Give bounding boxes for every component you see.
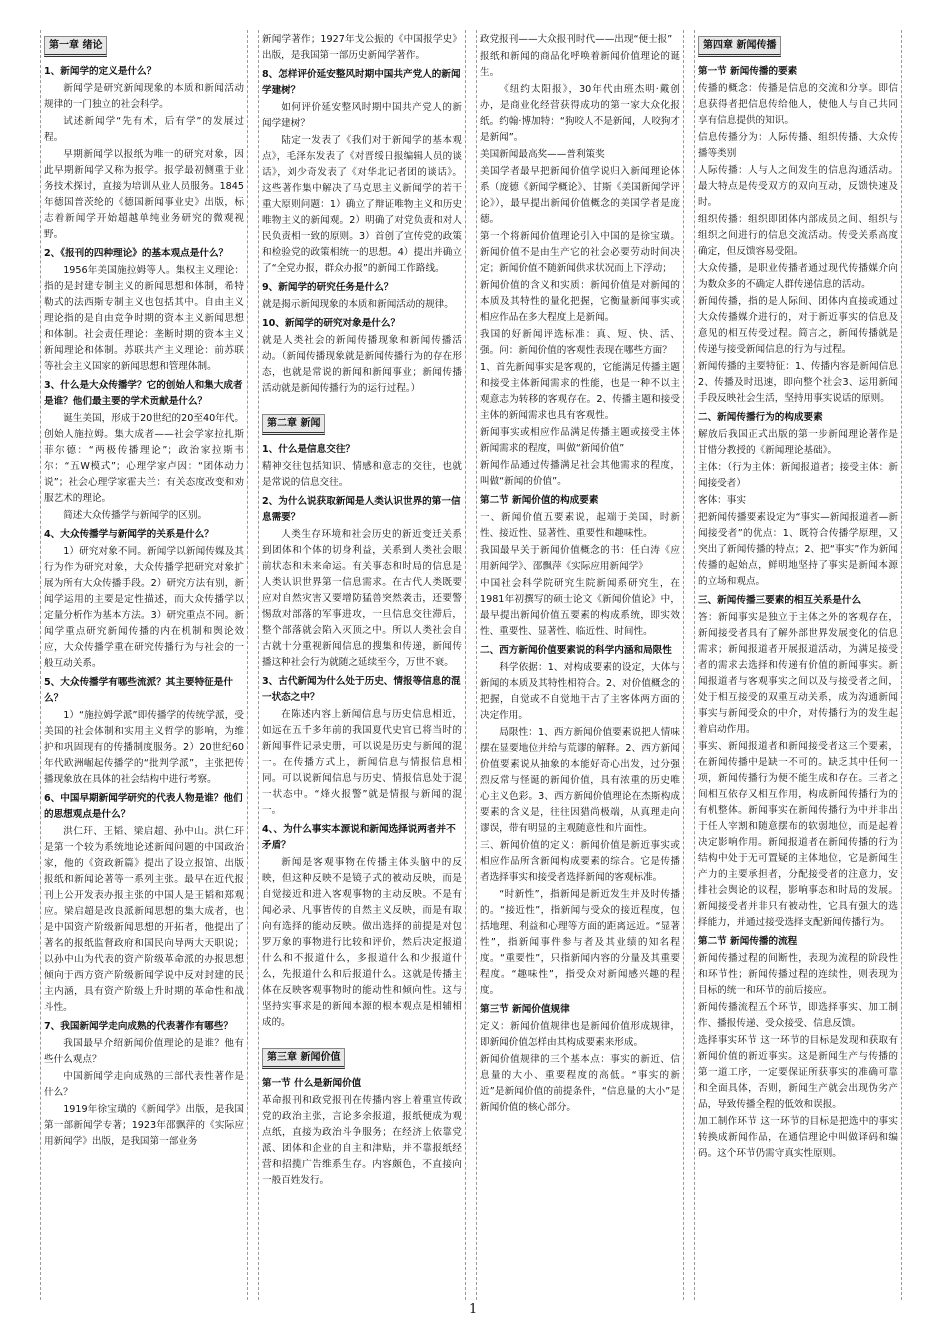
section-heading: 第三节 新闻价值规律 [480, 1004, 570, 1015]
chapter-heading: 第一章 绪论 [44, 36, 107, 57]
question-heading: 1、什么是信息交往？ [262, 444, 356, 455]
paragraph: 洪仁玕、王韬、梁启超、孙中山。洪仁玕是第一个较为系统地论述新闻问题的中国政治家，他的《资政新篇》提出了设立报馆、出版报纸和新闻论著等一系列主张。最早在近代报刊上公开发表办报主张的中国人是王韬和郑观应。梁启超是改良派新闻思想的集大成者，也是中国资产阶级新闻思想的开拓者，他提出了著名的报纸监督政府和国民向导两大天职说；以孙中山为代表的资产阶级革命派的办报思想倾向于西方资产阶级新闻学说中反对封建的民主内涵，具有资产阶级上升时期的革命性和战斗性。 [44, 826, 244, 1013]
paragraph: 中国新闻学走向成熟的三部代表性著作是什么？ [44, 1071, 244, 1098]
question-heading: 二、新闻传播行为的构成要素 [698, 412, 823, 423]
paragraph: 人类生存环境和社会历史的新近变迁关系到团体和个体的切身利益，关系到人类社会眼前状态和未来命运。有关事态和时局的信息是人类认识世界第一信息需求。在古代人类既要应对自然灾害又要增防猛兽突然袭击，还要警惕敌对部落的军事进攻，一旦信息交往滞后，整个部落就会陷入灭顶之中。所以人类社会自古就十分重视新闻信息的搜集和传递，新闻传播这种社会行为就随之延续至今，万世不衰。 [262, 529, 462, 668]
chapter-heading: 第四章 新闻传播 [698, 36, 781, 57]
paragraph: 新闻是客观事物在传播主体头脑中的反映，但这种反映不是镜子式的被动反映，而是自觉接近和进入客观事物的主动反映。不是有闻必录、凡事皆传的自然主义反映，而是有取向有选择的能动反映。做出选择的前提是对包罗万象的事物进行比较和评价，然后决定报道什么和不报道什么，多报道什么和少报道什么，先报道什么和后报道什么。这就是传播主体在反映客观事物时的能动性和倾向性。这与坚持实事求是的新闻本源的根本观点是相辅相成的。 [262, 857, 462, 1028]
paragraph: 精神交往包括知识、情感和意志的交往，也就是常说的信息交往。 [262, 461, 462, 488]
paragraph: 美国学者最早把新闻价值学说归入新闻理论体系（庞德《新闻学概论》、甘斯《美国新闻学评论》），最早提出新闻价值概念的美国学者是庞德。 [480, 166, 680, 225]
paragraph: 新闻价值规律的三个基本点：事实的新近、信息量的大小、重要程度的高低。“事实的新近”是新闻价值的前提条件，“信息量的大小”是新闻价值的核心部分。 [480, 1054, 680, 1113]
question-heading: 8、怎样评价延安整风时期中国共产党人的新闻学建树？ [262, 69, 461, 96]
paragraph: 1956年美国施拉姆等人。集权主义理论：指的是封建专制主义的新闻思想和体制，希特勒式的法西斯专制主义也包括其中。自由主义理论指的是自由竞争时期的资本主义新闻思想和体制。社会责任理论：垄断时期的资本主义新闻理论和体制。苏联共产主义理论：前苏联等社会主义国家的新闻思想和管理体制。 [44, 265, 244, 372]
question-heading: 1、新闻学的定义是什么？ [44, 66, 157, 77]
question-heading: 二、西方新闻价值要素说的科学内涵和局限性 [480, 645, 672, 656]
question-heading: 2、为什么说获取新闻是人类认识世界的第一信息需要？ [262, 496, 461, 523]
paragraph: 把新闻传播要素设定为“事实—新闻报道者—新闻接受者”的优点：1、既符合传播学原理，又突出了新闻传播的特点；2、把“事实”作为新闻传播的起始点，鲜明地坚持了事实是新闻本源的立场和观点。 [698, 512, 898, 587]
paragraph: 新闻事实或相应作品满足传播主题或接受主体新闻需求的程度，叫做“新闻价值” [480, 427, 680, 454]
paragraph: 早期新闻学以报纸为唯一的研究对象，因此早期新闻学又称为报学。报学最初侧重于业务技术探讨，直接为培训从业人员服务。1845年德国普茨纶的《德国新闻事业史》出版，标志着新闻学开始超越单纯业务研究的微观视野。 [44, 149, 244, 240]
chapter-heading: 第三章 新闻价值 [262, 1048, 345, 1069]
question-heading: 9、新闻学的研究任务是什么？ [262, 282, 394, 293]
question-heading: 7、我国新闻学走向成熟的代表著作有哪些？ [44, 1021, 233, 1032]
paragraph: 《纽约太阳报》，30年代由班杰明·戴创办，是商业化经营获得成功的第一家大众化报纸。约翰·博加特：“狗咬人不是新闻，人咬狗才是新闻”。 [480, 84, 680, 143]
paragraph: 陆定一发表了《我们对于新闻学的基本观点》，毛泽东发表了《对晋绥日报编辑人员的谈话》，刘少奇发表了《对华北记者团的谈话》。这些著作集中解决了马克思主义新闻学的若干重大原则问题：1）确立了辩证唯物主义和历史唯物主义的新闻观。2）明确了对党负责和对人民负责相一致的原则。3）首创了宣传党的政策和检验党的政策相统一的思想。4）提出并确立了“全党办报，群众办报”的新闻工作路线。 [262, 135, 462, 274]
paragraph: 革命报刊和政党报刊在传播内容上着重宣传政党的政治主张，言论多余报道，报纸便成为观点纸，直接为政治斗争服务；在经济上依靠党派、团体和企业的自主和津贴，并不靠报纸经营和招揽广告维系生存。内容颇色，不直接向一般百姓发行。 [262, 1095, 462, 1186]
section-heading: 第二节 新闻价值的构成要素 [480, 495, 599, 506]
section-heading: 第一节 新闻传播的要素 [698, 66, 798, 77]
paragraph: “时新性”，指新闻是新近发生并及时传播的。“接近性”，指新闻与受众的接近程度，包括地理、利益和心理等方面的距离远近。“显著性”，指新闻事件参与者及其业绩的知名程度。“重要性”，只指新闻内容的分量及其重要程度。“趣味性”，指受众对新闻感兴趣的程度。 [480, 889, 680, 996]
question-heading: 三、新闻传播三要素的相互关系是什么 [698, 595, 862, 606]
paragraph: 1、首先新闻事实是客观的，它能满足传播主题和接受主体新闻需求的性能，也是一种不以主观意志为转移的客观存在。2、传播主题和接受主体的新闻需求也具有客观性。 [480, 362, 680, 421]
paragraph: 客体：事实 [698, 495, 746, 506]
document-page [40, 30, 912, 1300]
paragraph: 简述大众传播学与新闻学的区别。 [63, 510, 208, 521]
paragraph: 加工制作环节 这一环节的目标是把选中的事实转换成新闻作品，在通信理论中叫做译码和编码。这个环节仍需守真实性原则。 [698, 1116, 898, 1159]
paragraph: 诞生美国，形成于20世纪的20至40年代。创始人施拉姆。集大成者——社会学家拉扎斯菲尔德：“两极传播理论”；政治家拉斯韦尔：“五W模式”；心理学家卢因：“团体动力说”；社会心理学家霍夫兰：有关态度改变和劝服艺术的理论。 [44, 413, 244, 504]
column-2 [258, 30, 466, 1300]
question-heading: 4、大众传播学与新闻学的关系是什么？ [44, 529, 214, 540]
paragraph: 新闻传播流程五个环节，即选择事实、加工制作、播报传递、受众接受、信息反馈。 [698, 1002, 898, 1029]
paragraph: 新闻传播的主要特征：1、传播内容是新闻信息2、传播及时迅速，即向整个社会3、运用新闻手段反映社会生活，坚持用事实说话的原则。 [698, 361, 898, 404]
paragraph: 大众传播，是职业传播者通过现代传播媒介向为数众多的不确定人群传递信息的活动。 [698, 263, 898, 290]
paragraph: 解放后我国正式出版的第一步新闻理论著作是甘惜分教授的《新闻理论基础》。 [698, 429, 898, 456]
paragraph: 我国的好新闻评选标准：真、短、快、活、强。问：新闻价值的客观性表现在哪些方面？ [480, 329, 680, 356]
paragraph: 事实、新闻报道者和新闻接受者这三个要素，在新闻传播中是缺一不可的。缺乏其中任何一项，新闻传播行为便不能生成和存在。三者之间相互依存又相互作用，构成新闻传播行为的有机整体。新闻事实在新闻传播行为中并非出于任人宰割和随意摆布的软弱地位，而是起着决定影响作用。新闻报道者在新闻传播的行为结构中处于无可置疑的主体地位，它是新闻生产力的主要承担者，分配接受者的注意力，安排社会舆论的议程，影响事态和时局的发展。新闻接受者并非只有被动性，它具有强大的选择能力，并通过接受选择支配新闻传播行为。 [698, 741, 898, 928]
paragraph: 组织传播：组织即团体内部成员之间、组织与组织之间进行的信息交流活动。传受关系高度确定，但反馈容易受阻。 [698, 214, 898, 257]
paragraph: 新闻学著作；1927年戈公振的《中国报学史》出版，是我国第一部历史新闻学著作。 [262, 34, 462, 61]
paragraph: 在陈述内容上新闻信息与历史信息相近，如远在五千多年前的我国夏代史官已将当时的新闻事件记录史册，可以说是历史与新闻的混一。在传播方式上，新闻信息与情报信息相同。可以说新闻信息与历史、情报信息处于混一状态中。“烽火报警”就是情报与新闻的混一。 [262, 709, 462, 816]
question-heading: 3、什么是大众传播学？它的创始人和集大成者是谁？他们最主要的学术贡献是什么？ [44, 380, 243, 407]
section-gap [262, 1032, 462, 1044]
paragraph: 试述新闻学“先有术，后有学”的发展过程。 [44, 116, 244, 143]
paragraph: 1919年徐宝璜的《新闻学》出版，是我国第一部新闻学专著；1923年邵飘萍的《实际应用新闻学》出版，是我国第一部业务 [44, 1104, 244, 1147]
paragraph: 我国最早关于新闻价值概念的书：任白涛《应用新闻学》、邵飘萍《实际应用新闻学》 [480, 545, 680, 572]
paragraph: 传播的概念：传播是信息的交流和分享。即信息获得者把信息传给他人，使他人与自己共同享有信息提供的知识。 [698, 83, 898, 126]
question-heading: 5、大众传播学有哪些流派？其主要特征是什么？ [44, 677, 233, 704]
question-heading: 3、古代新闻为什么处于历史、情报等信息的混一状态之中？ [262, 676, 461, 703]
paragraph: 就是揭示新闻现象的本质和新闻活动的规律。 [262, 299, 454, 310]
page-number: 1 [469, 1302, 478, 1317]
paragraph: 新闻价值的含义和实质：新闻价值是对新闻的本质及其特性的量化把握，它衡量新闻事实或相应作品在多大程度上是新闻。 [480, 280, 680, 323]
paragraph: 美国新闻最高奖——普利策奖 [480, 149, 605, 160]
paragraph: 政党报刊——大众报刊时代——出现“便士报” [480, 34, 673, 45]
paragraph: 中国社会科学院研究生院新闻系研究生，在1981年初撰写的硕士论文《新闻价值论》中，最早提出新闻价值五要素的构成系统，即实效性、重要性、显著性、临近性、时间性。 [480, 578, 680, 637]
section-heading: 第二节 新闻传播的流程 [698, 936, 798, 947]
paragraph: 如何评价延安整风时期中国共产党人的新闻学建树？ [262, 102, 462, 129]
column-4 [694, 30, 902, 1300]
paragraph: 三、新闻价值的定义：新闻价值是新近事实或相应作品所含新闻构成要素的综合。它是传播者选择事实和接受者选择新闻的客观标准。 [480, 840, 680, 883]
paragraph: 一、新闻价值五要素说，起端于美国，时新性、接近性、显著性、重要性和趣味性。 [480, 512, 680, 539]
paragraph: 科学依据：1、对构成要素的设定，大体与新闻的本质及其特性相符合。2、对价值概念的把握，自觉或不自觉地干古了主客体两方面的决定作用。 [480, 662, 680, 721]
question-heading: 10、新闻学的研究对象是什么？ [262, 318, 401, 329]
section-heading: 第一节 什么是新闻价值 [262, 1078, 362, 1089]
paragraph: 信息传播分为：人际传播、组织传播、大众传播等类别 [698, 132, 898, 159]
paragraph: 定义：新闻价值规律也是新闻价值形成规律，即新闻价值怎样由其构成要素来形成。 [480, 1021, 680, 1048]
paragraph: 新闻传播，指的是人际间、团体内直接或通过大众传播媒介进行的，对于新近事实的信息及意见的相互传受过程。简言之，新闻传播就是传递与接受新闻信息的行为与过程。 [698, 296, 898, 355]
paragraph: 我国最早介绍新闻价值理论的是谁？他有些什么观点？ [44, 1038, 244, 1065]
paragraph: 新闻传播过程的间断性，表现为流程的阶段性和环节性；新闻传播过程的连续性，则表现为目标的统一和环节的前后接应。 [698, 953, 898, 996]
section-gap [262, 398, 462, 410]
question-heading: 6、中国早期新闻学研究的代表人物是谁？他们的思想观点是什么？ [44, 793, 243, 820]
paragraph: 人际传播：人与人之间发生的信息沟通活动。最大特点是传受双方的双向互动，反馈快速及时。 [698, 165, 898, 208]
paragraph: 新闻学是研究新闻现象的本质和新闻活动规律的一门独立的社会科学。 [44, 83, 244, 110]
paragraph: 新闻作品通过传播满足社会其他需求的程度，叫做“新闻的价值”。 [480, 460, 680, 487]
paragraph: 就是人类社会的新闻传播现象和新闻传播活动。（新闻传播现象就是新闻传播行为的存在形态，也就是常说的新闻和新闻事业；新闻传播活动就是新闻传播行为的运行过程。） [262, 335, 462, 394]
paragraph: 选择事实环节 这一环节的目标是发现和获取有新闻价值的新近事实。这是新闻生产与传播的第一道工序，一定要保证所获事实的准确可靠和全面具体，否则，新闻生产就会出现伪劣产品，导致传播全程的低效和误报。 [698, 1035, 898, 1110]
paragraph: 局限性：1、西方新闻价值要素说把人情味摆在显要地位并给与荒谬的解释。2、西方新闻价值要素说从抽象的本能好奇心出发，过分强烈反常与怪诞的新闻价值，具有浓重的历史唯心主义色彩。3、西方新闻价值理论在杰斯构成要素的含义是，往往因猎尚极端，从真理走向谬误，带有明显的主观随意性和片面性。 [480, 727, 680, 834]
chapter-heading: 第二章 新闻 [262, 414, 325, 435]
column-1 [40, 30, 248, 1300]
column-3 [476, 30, 684, 1300]
paragraph: 主体：（行为主体：新闻报道者；接受主体：新闻接受者） [698, 462, 898, 489]
paragraph: 报纸和新闻的商品化呼唤着新闻价值理论的诞生。 [480, 51, 680, 78]
paragraph: 1）研究对象不同。新闻学以新闻传媒及其行为作为研究对象，大众传播学把研究对象扩展为所有大众传播手段。2）研究方法有别，新闻学运用的主要是定性描述，而大众传播学以定量分析作为基本方法。3）研究重点不同。新闻学重点研究新闻传播的内在机制和舆论效应，大众传播学重在研究传播行为与社会的一般互动关系。 [44, 546, 244, 669]
question-heading: 4、、为什么事实本源说和新闻选择说两者并不矛盾？ [262, 824, 456, 851]
question-heading: 2、《报刊的四种理论》的基本观点是什么？ [44, 248, 229, 259]
paragraph: 第一个将新闻价值理论引入中国的是徐宝璜。新闻价值不是由生产它的社会必要劳动时间决定；新闻价值不随新闻供求状况而上下浮动； [480, 231, 680, 274]
paragraph: 答：新闻事实是独立于主体之外的客观存在，新闻接受者具有了解外部世界发展变化的信息需求；新闻报道者开展报道活动，为满足接受者的需求去选择和传递有价值的新闻事实。新闻报道者与客观事实之间以及与接受者之间，处于相互接受的双重互动关系，成为沟通新闻事实与新闻受众的中介，对传播行为的发生起着启动作用。 [698, 612, 898, 735]
paragraph: 1）“施拉姆学派”即传播学的传统学派，受美国的社会体制和实用主义哲学的影响，为维护和巩固现有的传播制度服务。2）20世纪60年代欧洲崛起传播学的“批判学派”，主张把传播现象放在具体的社会结构中进行考察。 [44, 710, 244, 785]
